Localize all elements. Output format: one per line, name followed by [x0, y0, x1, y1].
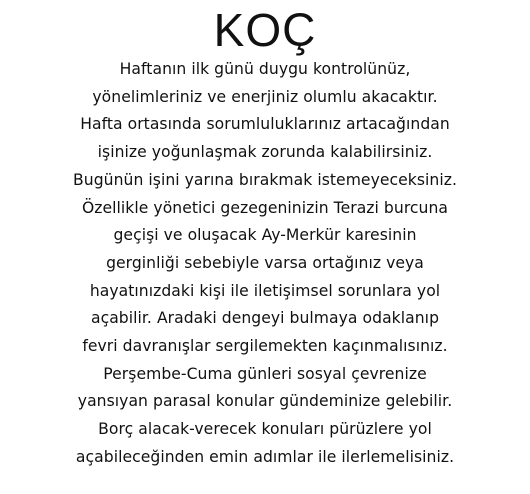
body-line: geçişi ve oluşacak Ay-Merkür karesinin: [113, 226, 417, 245]
body-line: Borç alacak-verecek konuları pürüzlere yol: [98, 420, 432, 439]
body-line: Bugünün işini yarına bırakmak istemeyeceksiniz.: [73, 170, 457, 189]
body-line: yönelimleriniz ve enerjiniz olumlu akacaktır.: [92, 87, 438, 106]
body-line: Perşembe-Cuma günleri sosyal çevrenize: [103, 364, 427, 383]
page-title: KOÇ: [213, 4, 317, 56]
body-line: yansıyan parasal konular gündeminize gelebilir.: [77, 392, 453, 411]
body-line: işinize yoğunlaşmak zorunda kalabilirsiniz.: [97, 143, 433, 162]
article-body: [8, 56, 522, 472]
body-line: açabilir. Aradaki dengeyi bulmaya odaklanıp: [90, 309, 440, 328]
body-line: fevri davranışlar sergilemekten kaçınmalısınız.: [82, 337, 448, 356]
body-line: açabileceğinden emin adımlar ile ilerlemelisiniz.: [75, 447, 455, 466]
body-line: Özellikle yönetici gezegeninizin Terazi burcuna: [81, 198, 449, 217]
body-line: hayatınızdaki kişi ile iletişimsel sorunlara yol: [89, 281, 441, 300]
body-line: Hafta ortasında sorumluluklarınız artacağından: [80, 115, 450, 134]
body-line: Haftanın ilk günü duygu kontrolünüz,: [119, 60, 411, 78]
body-line: gerginliği sebebiyle varsa ortağınız veya: [106, 253, 424, 272]
